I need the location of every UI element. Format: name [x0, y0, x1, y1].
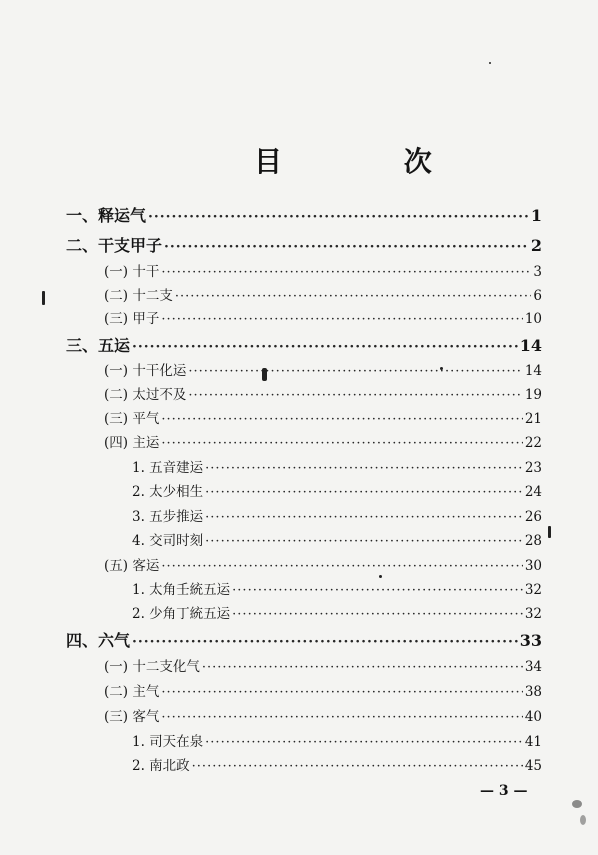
toc-entry-4-3	[104, 705, 542, 725]
toc-entry-label: 2. 南北政	[132, 758, 190, 774]
dot-leader	[161, 685, 522, 700]
scan-speck	[379, 575, 382, 578]
toc-entry-page: 34	[524, 659, 542, 675]
toc-entry-2-3	[104, 307, 542, 327]
toc-entry-page: 3	[533, 264, 542, 280]
toc-entry-3-4	[104, 431, 542, 451]
dot-leader	[205, 485, 523, 500]
dot-leader	[205, 735, 523, 750]
toc-entry-label: 三、五运	[66, 336, 131, 355]
toc-entry-3-4-2	[132, 480, 542, 500]
dot-leader	[205, 534, 523, 549]
dot-leader	[205, 461, 523, 476]
page-title: 目 次	[254, 145, 488, 178]
dot-leader	[161, 412, 522, 427]
dot-leader	[232, 583, 523, 598]
toc-entry-page: 32	[524, 582, 542, 598]
toc-entry-4	[66, 628, 542, 651]
dot-leader	[132, 339, 518, 355]
scan-speck	[489, 62, 491, 64]
toc-entry-label: (四) 主运	[104, 435, 160, 451]
scan-speck	[42, 291, 45, 305]
toc-entry-1	[66, 203, 542, 226]
dot-leader	[132, 634, 518, 650]
dot-leader	[161, 312, 522, 327]
toc-entry-label: 4. 交司时刻	[132, 533, 204, 549]
dot-leader	[161, 559, 522, 574]
scan-speck	[572, 800, 582, 808]
toc-entry-page: 1	[530, 206, 542, 225]
toc-entry-page: 6	[533, 288, 542, 304]
toc-entry-3-4-1	[132, 456, 542, 476]
toc-entry-page: 2	[530, 236, 542, 255]
dot-leader	[192, 759, 523, 774]
toc-entry-label: (一) 十干化运	[104, 363, 187, 379]
dot-leader	[188, 364, 522, 379]
toc-entry-2-1	[104, 260, 542, 280]
toc-entry-label: 四、六气	[66, 631, 131, 650]
toc-entry-label: (五) 客运	[104, 558, 160, 574]
dot-leader	[148, 209, 529, 225]
toc-entry-label: 1. 太角壬統五运	[132, 582, 231, 598]
toc-entry-4-3-2	[132, 754, 542, 774]
toc-entry-3-3	[104, 407, 542, 427]
toc-entry-page: 32	[524, 606, 542, 622]
toc-entry-4-3-1	[132, 730, 542, 750]
toc-entry-page: 26	[524, 509, 542, 525]
dot-leader	[202, 660, 523, 675]
dot-leader	[161, 265, 531, 280]
toc-entry-label: 1. 五音建运	[132, 460, 204, 476]
toc-entry-3-5	[104, 554, 542, 574]
toc-entry-label: 一、释运气	[66, 206, 147, 225]
toc-entry-label: 2. 少角丁統五运	[132, 606, 231, 622]
toc-entry-label: 二、干支甲子	[66, 236, 163, 255]
toc-entry-page: 14	[519, 336, 542, 355]
toc-entry-page: 30	[524, 558, 542, 574]
toc-entry-page: 24	[524, 484, 542, 500]
toc-entry-label: (三) 甲子	[104, 311, 160, 327]
toc-entry-page: 14	[524, 363, 542, 379]
toc-entry-page: 10	[524, 311, 542, 327]
toc-entry-label: 1. 司天在泉	[132, 734, 204, 750]
toc-entry-page: 21	[524, 411, 542, 427]
toc-entry-page: 28	[524, 533, 542, 549]
toc-entry-3-5-1	[132, 578, 542, 598]
toc-entry-3-4-4	[132, 529, 542, 549]
toc-entry-label: (一) 十干	[104, 264, 160, 280]
scan-speck	[548, 526, 551, 538]
toc-entry-label: 3. 五步推运	[132, 509, 204, 525]
toc-entry-page: 22	[524, 435, 542, 451]
toc-entry-page: 19	[524, 387, 542, 403]
toc-entry-3-2	[104, 383, 542, 403]
scan-speck	[440, 367, 443, 370]
dot-leader	[175, 289, 532, 304]
dot-leader	[161, 436, 522, 451]
toc-entry-label: (二) 主气	[104, 684, 160, 700]
toc-entry-label: (三) 平气	[104, 411, 160, 427]
toc-entry-page: 45	[524, 758, 542, 774]
dot-leader	[164, 239, 529, 255]
scan-speck	[580, 815, 586, 825]
toc-entry-4-2	[104, 680, 542, 700]
toc-entry-2-2	[104, 284, 542, 304]
toc-entry-label: (二) 太过不及	[104, 387, 187, 403]
toc-entry-page: 38	[524, 684, 542, 700]
toc-entry-label: (三) 客气	[104, 709, 160, 725]
scan-speck	[262, 368, 267, 381]
toc-entry-label: 2. 太少相生	[132, 484, 204, 500]
toc-entry-page: 23	[524, 460, 542, 476]
toc-entry-3-5-2	[132, 602, 542, 622]
toc-entry-4-1	[104, 655, 542, 675]
dot-leader	[188, 388, 522, 403]
toc-entry-3-4-3	[132, 505, 542, 525]
toc-entry-3-1	[104, 359, 542, 379]
toc-entry-label: (二) 十二支	[104, 288, 173, 304]
toc-entry-2	[66, 233, 542, 256]
dot-leader	[205, 510, 523, 525]
dot-leader	[232, 607, 523, 622]
toc-entry-page: 40	[524, 709, 542, 725]
toc-entry-3	[66, 333, 542, 356]
toc-entry-page: 41	[524, 734, 542, 750]
dot-leader	[161, 710, 522, 725]
toc-entry-page: 33	[519, 631, 542, 650]
footer-page-number: — 3 —	[480, 783, 528, 799]
toc-entry-label: (一) 十二支化气	[104, 659, 200, 675]
